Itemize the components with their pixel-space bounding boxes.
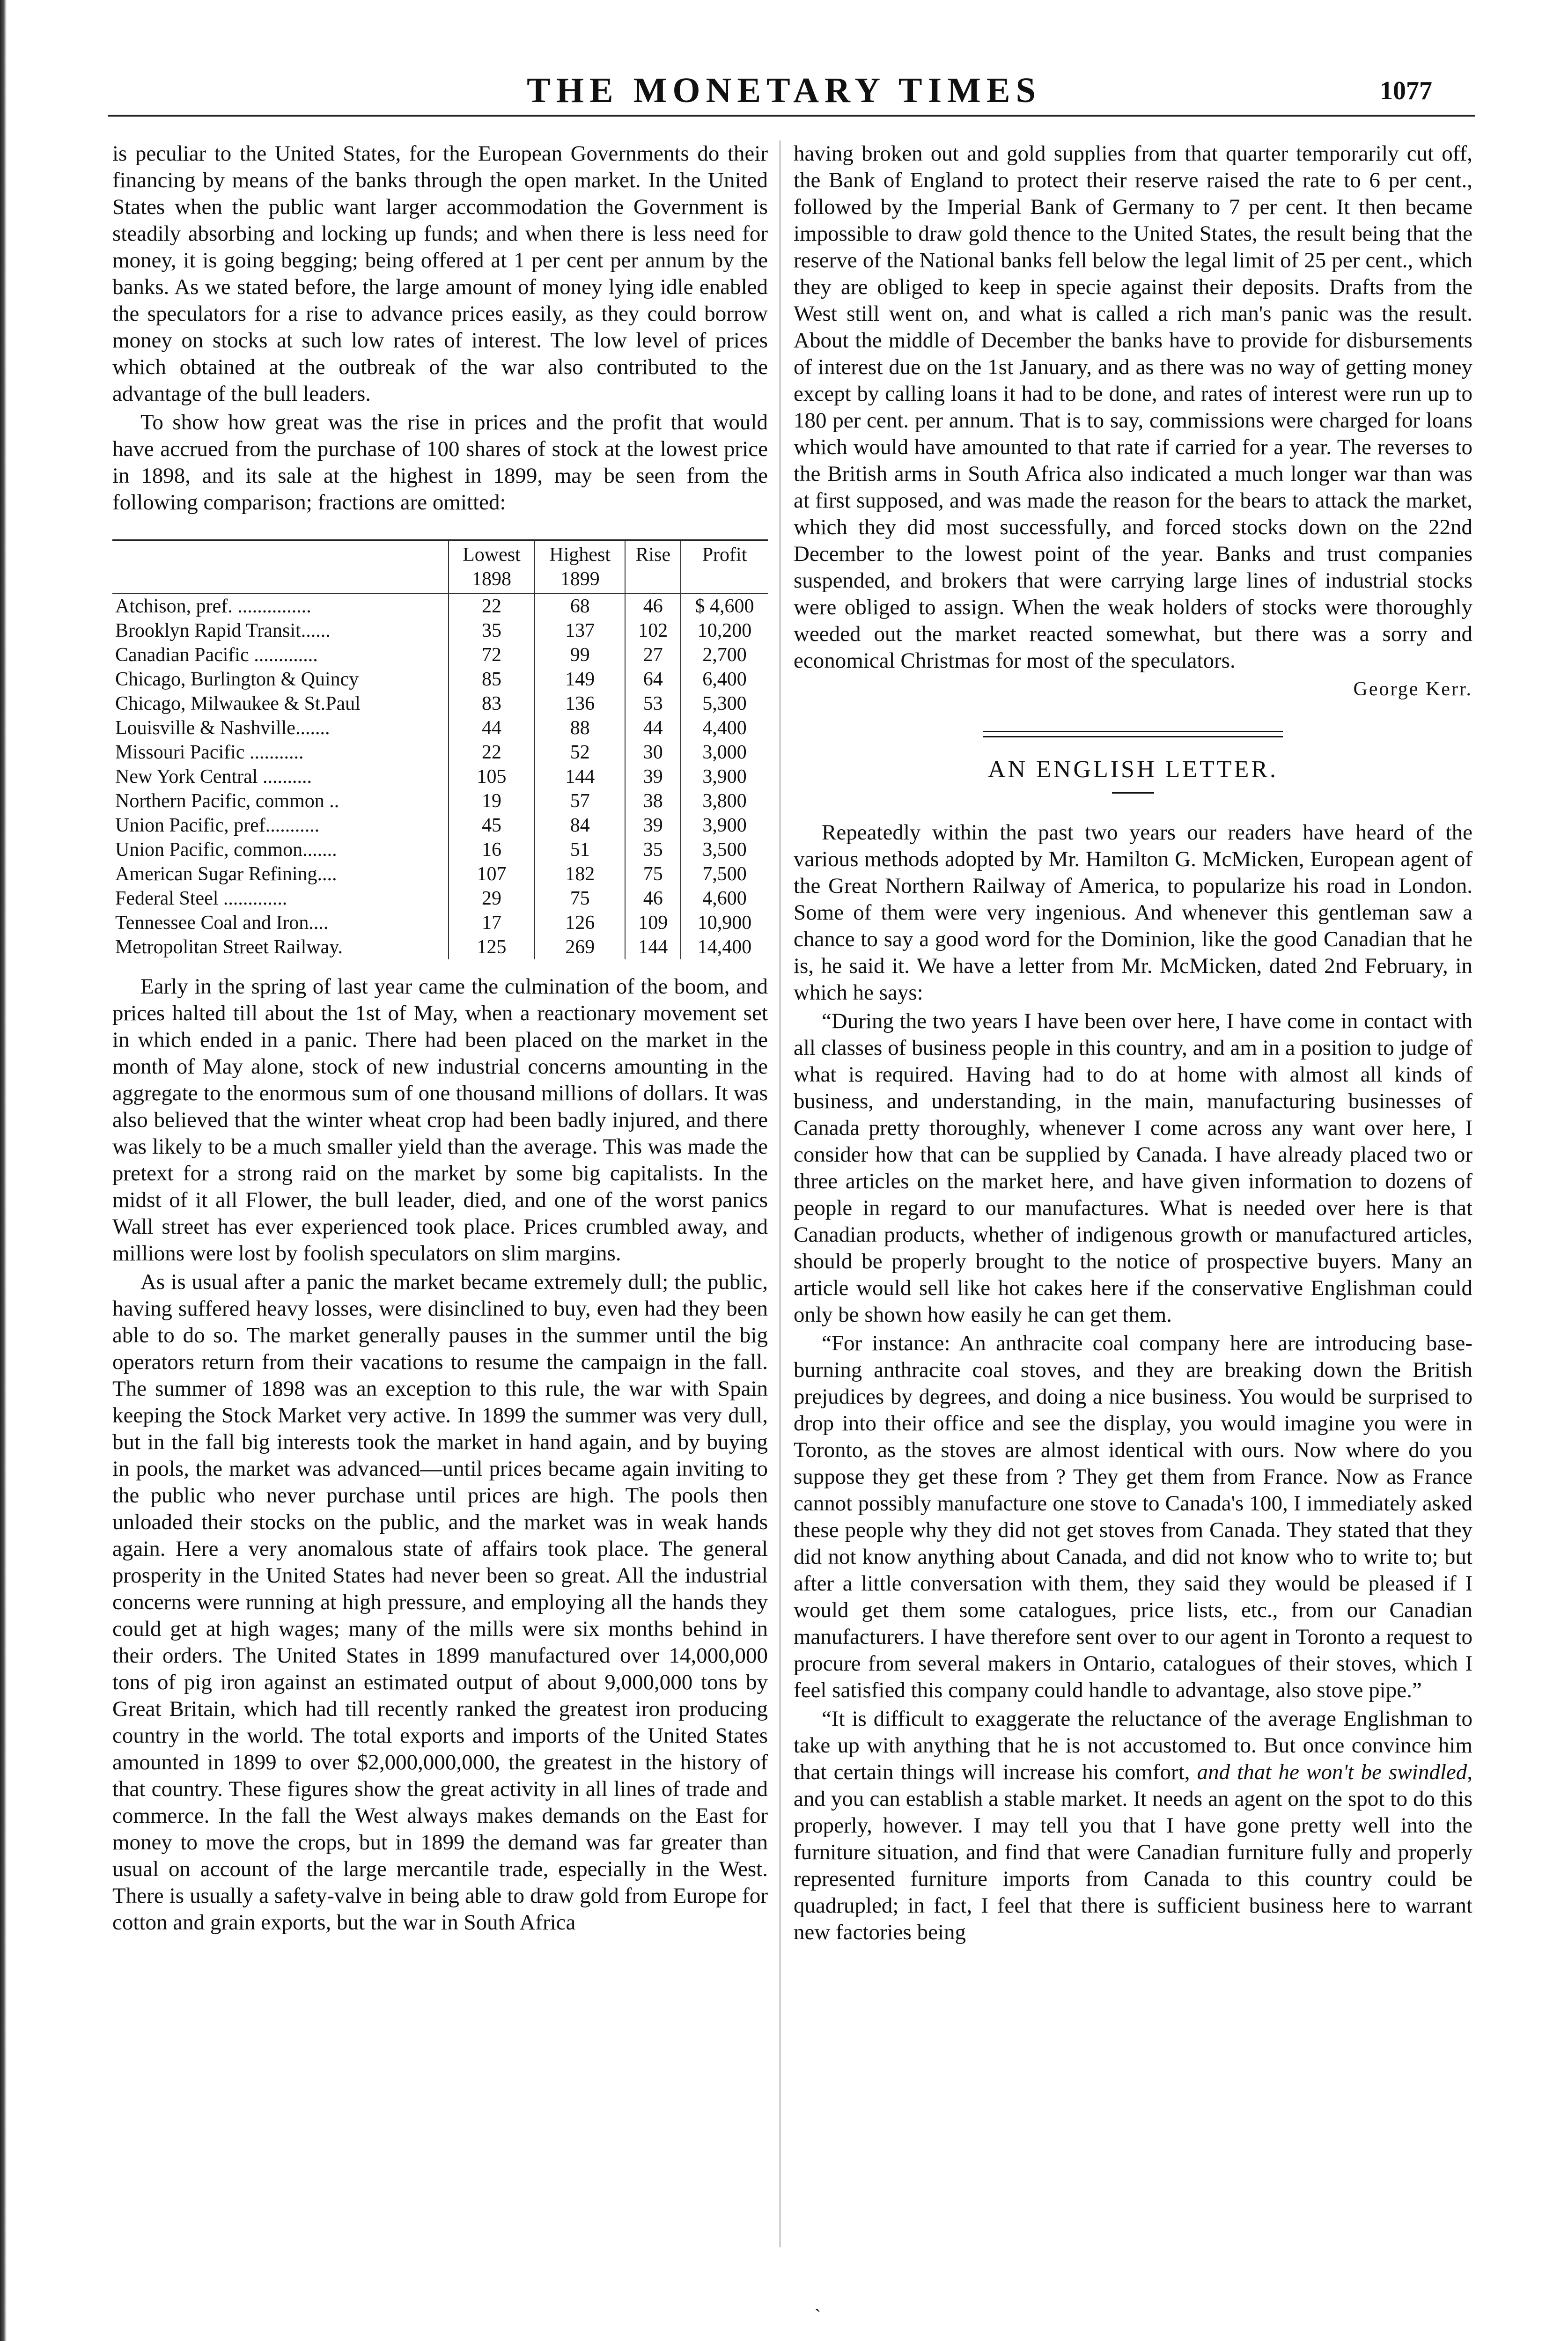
profit-cell: 5,300 <box>681 692 768 716</box>
table-row <box>112 838 768 862</box>
profit-cell: 10,900 <box>681 911 768 935</box>
continuation-paragraph: having broken out and gold supplies from that quarter temporarily cut off, the Bank of England to protect their reserve raised the rate to 6 per cent., followed by the Imperial Bank of Germany to 7 per cent. It then became impossible to draw gold thence to the United States, the result being that the reserve of the National banks fell below the legal limit of 25 per cent., which they are obliged to keep in specie against their deposits. Drafts from the West still went on, and what is called a rich man's panic was the result. About the middle of December the banks have to provide for disbursements of interest due on the 1st January, and as there was no way of getting money except by calling loans it had to be done, and rates of interest were run up to 180 per cent. per annum. That is to say, commissions were charged for loans which would have amounted to that rate if carried for a year. The reverses to the British arms in South Africa also indicated a much longer war than was at first supposed, and was made the reason for the bears to attack the market, which they did most successfully, and forced stocks down on the 22nd December to the lowest point of the year. Banks and trust companies suspended, and brokers that were carrying large lines of industrial stocks were obliged to assign. When the weak holders of stocks were thoroughly weeded out the market reacted somewhat, but there was a sorry and economical Christmas for most of the speculators. <box>794 141 1472 673</box>
stock-name-cell: Tennessee Coal and Iron.... <box>115 912 329 934</box>
masthead-title: THE MONETARY TIMES <box>527 71 1041 110</box>
rise-cell: 144 <box>625 935 681 959</box>
lowest-cell: 72 <box>449 643 535 667</box>
early-spring-paragraph: Early in the spring of last year came the culmination of the boom, and prices halted till about the 1st of May, when a reactionary movement set in which ended in a panic. There had been placed on the market in the month of May alone, stock of new industrial concerns amounting in the aggregate to the enormous sum of one thousand millions of dollars. It was also believed that the winter wheat crop had been badly injured, and there was likely to be a much smaller yield than the average. This was made the pretext for a strong raid on the market by some big capitalists. In the midst of it all Flower, the bull leader, died, and one of the worst panics Wall street has ever experienced took place. Prices crumbled away, and millions were lost by foolish speculators on slim margins. <box>112 974 768 1266</box>
profit-cell: 3,500 <box>681 838 768 862</box>
lowest-cell: 85 <box>449 667 535 692</box>
letter-quote-paragraph-1: “During the two years I have been over here, I have come in contact with all classes of business people in this country, and am in a position to judge of what is required. Having had to do at home with almost all kinds of business, and understanding, in the main, manufacturing businesses of Canada pretty thoroughly, whenever I come across any want over here, I consider how that can be supplied by Canada. I have already placed two or three articles on the market here, and have given information to dozens of people in regard to our manufactures. What is needed over here is that Canadian products, whether of indigenous growth or manufactured articles, should be properly brought to the notice of prospective buyers. Many an article would sell like hot cakes here if the conservative Englishman could only be shown how easily he can get them. <box>794 1009 1472 1327</box>
rise-cell: 53 <box>625 692 681 716</box>
table-intro-paragraph: To show how great was the rise in prices and the profit that would have accrued from the purchase of 100 shares of stock at the lowest price in 1898, and its sale at the highest in 1899, may be seen from the following comparison; fractions are omitted: <box>112 410 768 515</box>
highest-cell: 144 <box>535 765 625 789</box>
table-row <box>112 935 768 959</box>
letter-quote-paragraph-3 <box>794 1706 1472 1946</box>
header-rise: Rise <box>625 540 681 594</box>
page-number: 1077 <box>1380 76 1432 105</box>
lowest-cell: 29 <box>449 886 535 911</box>
highest-cell: 57 <box>535 789 625 813</box>
table-row <box>112 692 768 716</box>
profit-cell: 6,400 <box>681 667 768 692</box>
stock-name-cell: Louisville & Nashville....... <box>115 717 330 739</box>
table-row <box>112 667 768 692</box>
stray-print-mark: ˴ <box>815 2297 821 2318</box>
right-column <box>794 140 1472 1948</box>
title-underline <box>1112 792 1154 794</box>
quote3-text-b: and you can establish a stable market. It needs an agent on the spot to do this properly, however. I may tell you that I have gone pretty well into the furniture situation, and find that were Canadian furniture fully and properly represented furniture imports from Canada to this country could be quadrupled; in fact, I feel that there is sufficient business here to warrant new factories being <box>794 1787 1472 1944</box>
article-title: AN ENGLISH LETTER. <box>987 756 1279 783</box>
table-row <box>112 813 768 838</box>
lowest-cell: 19 <box>449 789 535 813</box>
lowest-cell: 16 <box>449 838 535 862</box>
rise-cell: 64 <box>625 667 681 692</box>
lowest-cell: 45 <box>449 813 535 838</box>
highest-cell: 136 <box>535 692 625 716</box>
rise-cell: 44 <box>625 716 681 740</box>
table-body <box>112 594 768 959</box>
highest-cell: 149 <box>535 667 625 692</box>
stock-name-cell: Atchison, pref. ............... <box>115 596 311 617</box>
lowest-cell: 22 <box>449 594 535 618</box>
header-highest <box>535 540 625 594</box>
highest-cell: 88 <box>535 716 625 740</box>
stock-name-cell: Metropolitan Street Railway. <box>115 936 343 958</box>
quote3-italic-text: and that he won't be swindled, <box>1197 1760 1472 1784</box>
header-lowest-year: 1898 <box>471 568 511 590</box>
stock-price-table <box>112 539 768 959</box>
lowest-cell: 22 <box>449 740 535 765</box>
stock-name-cell: American Sugar Refining.... <box>115 863 337 885</box>
header-rule <box>108 115 1475 117</box>
lowest-cell: 107 <box>449 862 535 886</box>
header-profit: Profit <box>681 540 768 594</box>
profit-cell: 3,900 <box>681 813 768 838</box>
lowest-cell: 105 <box>449 765 535 789</box>
page-binding-edge <box>0 0 7 2341</box>
highest-cell: 269 <box>535 935 625 959</box>
rise-cell: 75 <box>625 862 681 886</box>
profit-cell: 4,600 <box>681 886 768 911</box>
profit-cell: 14,400 <box>681 935 768 959</box>
header-stock-name <box>112 540 449 594</box>
lowest-cell: 17 <box>449 911 535 935</box>
profit-cell: 4,400 <box>681 716 768 740</box>
profit-cell: 10,200 <box>681 618 768 643</box>
table-row <box>112 643 768 667</box>
highest-cell: 68 <box>535 594 625 618</box>
rise-cell: 109 <box>625 911 681 935</box>
table-row <box>112 716 768 740</box>
stock-name-cell: Canadian Pacific ............. <box>115 644 318 666</box>
page-header <box>0 70 1568 122</box>
header-highest-year: 1899 <box>560 568 600 590</box>
stock-name-cell: Chicago, Milwaukee & St.Paul <box>115 693 361 714</box>
rise-cell: 39 <box>625 765 681 789</box>
rise-cell: 46 <box>625 594 681 618</box>
intro-paragraph: is peculiar to the United States, for the European Governments do their financing by means of the banks through the open market. In the United States when the public want larger accommodation the Government is steadily absorbing and locking up funds; and when there is less need for money, it is going begging; being offered at 1 per cent per annum by the banks. As we stated before, the large amount of money lying idle enabled the speculators for a rise to advance prices easily, as they could borrow money on stocks at such low rates of interest. The low level of prices which obtained at the outbreak of the war also contributed to the advantage of the bull leaders. <box>112 141 768 406</box>
stock-name-cell: New York Central .......... <box>115 766 312 788</box>
header-highest-label: Highest <box>549 544 611 566</box>
profit-cell: 7,500 <box>681 862 768 886</box>
highest-cell: 51 <box>535 838 625 862</box>
rise-cell: 35 <box>625 838 681 862</box>
rise-cell: 30 <box>625 740 681 765</box>
letter-quote-paragraph-2: “For instance: An anthracite coal company here are introducing base-burning anthracite coal stoves, and they are breaking down the British prejudices by degrees, and doing a nice business. You would be surprised to drop into their office and see the display, you would imagine you were in Toronto, as the stoves are almost identical with ours. Now where do you suppose they get these from ? They get them from France. Now as France cannot possibly manufacture one stove to Canada's 100, I immediately asked these people why they did not get stoves from Canada. They stated that they did not know anything about Canada, and did not know who to write to; but after a little conversation with them, they said they would be pleased if I would get them some catalogues, price lists, etc., from our Canadian manufacturers. I have therefore sent over to our agent in Toronto a request to procure from several makers in Ontario, catalogues of their stoves, which I feel satisfied this company could handle to advantage, also stove pipe.” <box>794 1331 1472 1702</box>
table-row <box>112 594 768 618</box>
stock-name-cell: Northern Pacific, common .. <box>115 790 339 812</box>
stock-name-cell: Union Pacific, pref........... <box>115 815 320 836</box>
table-row <box>112 740 768 765</box>
lowest-cell: 44 <box>449 716 535 740</box>
table-row <box>112 618 768 643</box>
table-header-row <box>112 540 768 594</box>
letter-intro-paragraph: Repeatedly within the past two years our readers have heard of the various methods adopted by Mr. Hamilton G. McMicken, European agent of the Great Northern Railway of America, to popularize his road in London. Some of them were very ingenious. And whenever this gentleman saw a chance to say a good word for the Dominion, like the good Canadian that he is, he said it. We have a letter from Mr. McMicken, dated 2nd February, in which he says: <box>794 820 1472 1005</box>
profit-cell: 3,000 <box>681 740 768 765</box>
highest-cell: 126 <box>535 911 625 935</box>
table-row <box>112 886 768 911</box>
usual-panic-paragraph: As is usual after a panic the market became extremely dull; the public, having suffered heavy losses, were disinclined to buy, even had they been able to do so. The market generally pauses in the summer until the big operators return from their vacations to resume the campaign in the fall. The summer of 1898 was an exception to this rule, the war with Spain keeping the Stock Market very active. In 1899 the summer was very dull, but in the fall big interests took the market in hand again, and by buying in pools, the market was advanced—until prices became again inviting to the public who never purchase until prices are high. The pools then unloaded their stocks on the public, and the market was in weak hands again. Here a very anomalous state of affairs took place. The general prosperity in the United States had never been so great. All the industrial concerns were running at high pressure, and employing all the hands they could get at high wages; many of the mills were six months behind in their orders. The United States in 1899 manufactured over 14,000,000 tons of pig iron against an estimated output of about 9,000,000 tons by Great Britain, which had till recently ranked the greatest iron producing country in the world. The total exports and imports of the United States amounted in 1899 to over $2,000,000,000, the greatest in the history of that country. These figures show the great activity in all lines of trade and commerce. In the fall the West always makes demands on the East for money to move the crops, but in 1899 the demand was far greater than usual on account of the large mercantile trade, especially in the West. There is usually a safety-valve in being able to draw gold from Europe for cotton and grain exports, but the war in South Africa <box>112 1270 768 1935</box>
rise-cell: 102 <box>625 618 681 643</box>
rise-cell: 38 <box>625 789 681 813</box>
lowest-cell: 83 <box>449 692 535 716</box>
stock-name-cell: Missouri Pacific ........... <box>115 742 304 763</box>
stock-name-cell: Union Pacific, common....... <box>115 839 337 861</box>
profit-cell: 2,700 <box>681 643 768 667</box>
stock-name-cell: Brooklyn Rapid Transit...... <box>115 620 331 641</box>
highest-cell: 52 <box>535 740 625 765</box>
highest-cell: 75 <box>535 886 625 911</box>
rise-cell: 39 <box>625 813 681 838</box>
profit-cell: 3,800 <box>681 789 768 813</box>
left-column <box>112 140 768 1938</box>
table-row <box>112 765 768 789</box>
lowest-cell: 125 <box>449 935 535 959</box>
table-row <box>112 862 768 886</box>
header-lowest <box>449 540 535 594</box>
highest-cell: 137 <box>535 618 625 643</box>
rise-cell: 27 <box>625 643 681 667</box>
profit-cell: $ 4,600 <box>681 594 768 618</box>
highest-cell: 99 <box>535 643 625 667</box>
table-row <box>112 789 768 813</box>
stock-name-cell: Chicago, Burlington & Quincy <box>115 669 359 690</box>
rise-cell: 46 <box>625 886 681 911</box>
highest-cell: 182 <box>535 862 625 886</box>
profit-cell: 3,900 <box>681 765 768 789</box>
quote3-text-a: “It is difficult to exaggerate the reluctance of the average Englishman to take up with anything that he is not accustomed to. But once convince him that certain things will increase his comfort, <box>794 1707 1472 1784</box>
stock-name-cell: Federal Steel ............. <box>115 888 287 909</box>
author-signature: George Kerr. <box>1353 678 1472 700</box>
article-separator-rule <box>983 731 1283 737</box>
lowest-cell: 35 <box>449 618 535 643</box>
table-row <box>112 911 768 935</box>
highest-cell: 84 <box>535 813 625 838</box>
header-lowest-label: Lowest <box>463 544 521 566</box>
